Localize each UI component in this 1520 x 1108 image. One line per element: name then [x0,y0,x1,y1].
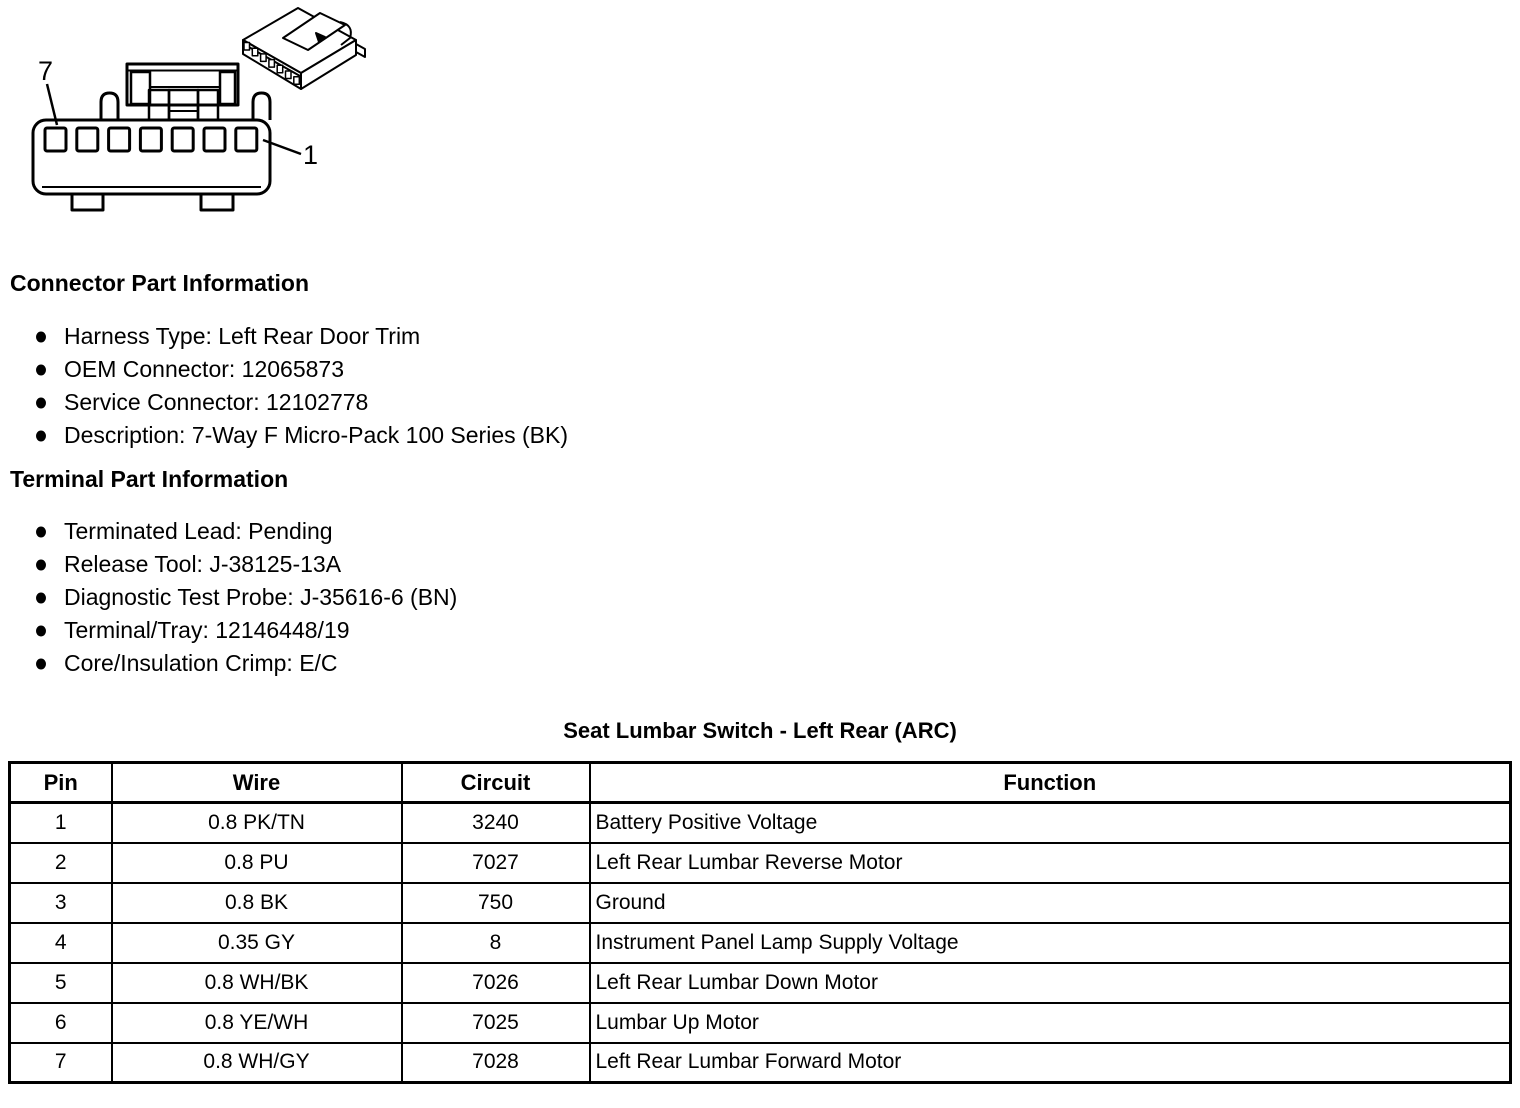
list-item [10,320,1520,353]
function-cell: Ground [590,883,1511,923]
list-item [10,581,1520,614]
iso-cavity [244,43,250,51]
iso-cavity [286,71,292,79]
wire-cell: 0.8 WH/GY [112,1043,402,1083]
pin7-label: 7 [38,56,54,86]
list-item [10,614,1520,647]
pinout-table [8,761,1512,1084]
table-row [10,963,1511,1003]
table-header-row [10,763,1511,803]
list-item-text: Harness Type: Left Rear Door Trim [64,323,421,349]
list-item [10,515,1520,548]
connector-diagram [0,0,1520,236]
bullet-dot [36,559,46,570]
connector-diagram-svg [0,0,380,236]
wire-cell: 0.8 YE/WH [112,1003,402,1043]
wire-cell: 0.8 PK/TN [112,803,402,843]
wire-column-header: Wire [112,763,402,803]
table-row [10,803,1511,843]
cavity-6 [77,128,98,151]
circuit-cell: 7027 [402,843,590,883]
wire-cell: 0.8 PU [112,843,402,883]
bullet-dot [36,592,46,603]
function-cell: Lumbar Up Motor [590,1003,1511,1043]
terminal-cavities [45,128,257,151]
list-item-text: Service Connector: 12102778 [64,389,369,415]
wire-cell: 0.8 WH/BK [112,963,402,1003]
table-row [10,1043,1511,1083]
function-cell: Instrument Panel Lamp Supply Voltage [590,923,1511,963]
iso-cavity [269,60,275,68]
list-item-text: OEM Connector: 12065873 [64,356,345,382]
terminal-part-information-list [10,515,1520,680]
terminal-part-information-heading: Terminal Part Information [10,466,289,492]
table-row [10,923,1511,963]
table-row [10,1003,1511,1043]
list-item-text: Description: 7-Way F Micro-Pack 100 Series (BK) [64,422,569,448]
list-item [10,419,1520,452]
list-item-text: Terminal/Tray: 12146448/19 [64,617,350,643]
list-item-text: Core/Insulation Crimp: E/C [64,650,338,676]
bullet-dot [36,625,46,636]
function-cell: Left Rear Lumbar Forward Motor [590,1043,1511,1083]
pin-cell: 7 [10,1043,112,1083]
circuit-cell: 750 [402,883,590,923]
circuit-cell: 7025 [402,1003,590,1043]
connector-part-information-heading: Connector Part Information [10,270,310,296]
wire-cell: 0.8 BK [112,883,402,923]
pin-cell: 1 [10,803,112,843]
function-cell: Left Rear Lumbar Down Motor [590,963,1511,1003]
circuit-cell: 8 [402,923,590,963]
bullet-dot [36,364,46,375]
bullet-dot [36,526,46,537]
circuit-cell: 3240 [402,803,590,843]
bullet-dot [36,430,46,441]
bullet-dot [36,658,46,669]
cavity-7 [45,128,66,151]
circuit-cell: 7026 [402,963,590,1003]
list-item [10,386,1520,419]
cavity-2 [204,128,225,151]
iso-cavity [294,77,300,85]
cavity-3 [172,128,193,151]
cavity-5 [109,128,130,151]
connector-isometric-view [243,8,365,89]
wire-cell: 0.35 GY [112,923,402,963]
pin1-label: 1 [303,140,319,170]
table-row [10,883,1511,923]
list-item [10,548,1520,581]
list-item-text: Release Tool: J-38125-13A [64,551,342,577]
pin-cell: 4 [10,923,112,963]
function-cell: Left Rear Lumbar Reverse Motor [590,843,1511,883]
iso-cavity [277,65,283,73]
cavity-4 [140,128,161,151]
pin-cell: 2 [10,843,112,883]
connector-part-information-list [10,320,1520,452]
bullet-dot [36,397,46,408]
list-item [10,647,1520,680]
pin-cell: 5 [10,963,112,1003]
pin-column-header: Pin [10,763,112,803]
connector-front-view [33,64,301,210]
cavity-1 [236,128,257,151]
pin-cell: 3 [10,883,112,923]
pin-cell: 6 [10,1003,112,1043]
iso-cavity [252,48,257,56]
list-item-text: Diagnostic Test Probe: J-35616-6 (BN) [64,584,458,610]
bullet-dot [36,331,46,342]
circuit-column-header: Circuit [402,763,590,803]
iso-cavity [261,54,267,62]
function-column-header: Function [590,763,1511,803]
pinout-table-body [10,803,1511,1083]
list-item [10,353,1520,386]
circuit-cell: 7028 [402,1043,590,1083]
table-title: Seat Lumbar Switch - Left Rear (ARC) [563,718,957,743]
list-item-text: Terminated Lead: Pending [64,518,333,544]
function-cell: Battery Positive Voltage [590,803,1511,843]
table-row [10,843,1511,883]
